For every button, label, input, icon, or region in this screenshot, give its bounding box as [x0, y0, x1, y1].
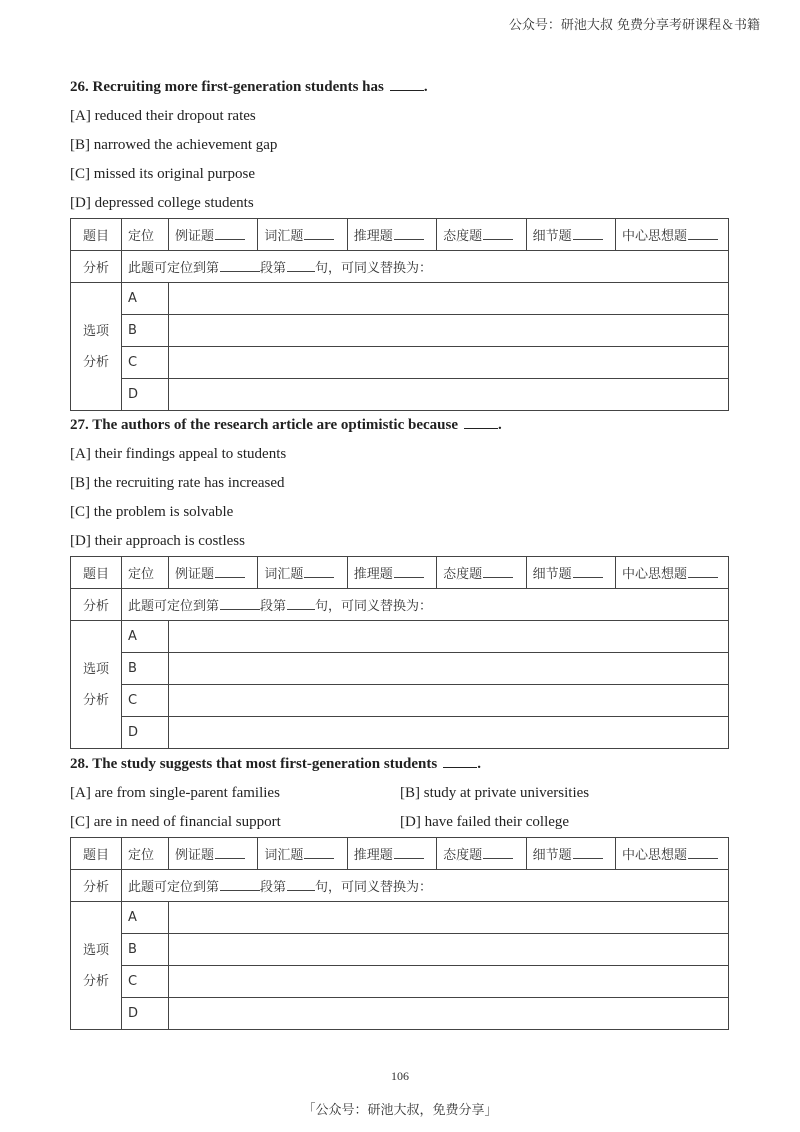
analysis-table [70, 837, 729, 1030]
option-row [71, 653, 729, 685]
option-row-1 [70, 779, 730, 808]
locate-text-cell: 此题可定位到第 段第 句，可同义替换为： [122, 870, 729, 902]
option-letter: C [122, 347, 169, 379]
option-row [71, 966, 729, 998]
option-d: [D] depressed college students [70, 195, 254, 211]
option-c: [C] the problem is solvable [70, 504, 234, 520]
type-cell: 细节题 [526, 557, 615, 589]
type-cell: 词汇题 [258, 219, 347, 251]
type-cell: 例证题 [169, 557, 258, 589]
answer-blank [464, 413, 498, 429]
option-row [71, 998, 729, 1030]
option-c: [C] are in need of financial support [70, 814, 281, 830]
option-row [71, 717, 729, 749]
option-row [71, 934, 729, 966]
answer-area[interactable] [169, 717, 729, 749]
type-cell: 词汇题 [258, 557, 347, 589]
type-cell: 态度题 [437, 557, 526, 589]
page-header: 公众号：研池大叔 免费分享考研课程＆书籍 [508, 18, 760, 33]
type-cell: 推理题 [347, 838, 436, 870]
label-cell: 题目 [71, 557, 122, 589]
answer-area[interactable] [169, 315, 729, 347]
locate-text-cell: 此题可定位到第 段第 句，可同义替换为： [122, 251, 729, 283]
page-footer: 「公众号：研池大叔，免费分享」 [302, 1103, 498, 1118]
option-letter: D [122, 998, 169, 1030]
type-row [71, 219, 729, 251]
locate-text-cell: 此题可定位到第 段第 句，可同义替换为： [122, 589, 729, 621]
type-row [71, 838, 729, 870]
option-letter: B [122, 934, 169, 966]
option-analysis-label: 选项 分析 [71, 902, 122, 1030]
type-row [71, 557, 729, 589]
option-row [71, 902, 729, 934]
answer-area[interactable] [169, 653, 729, 685]
answer-area[interactable] [169, 998, 729, 1030]
option-analysis-label: 选项 分析 [71, 283, 122, 411]
question-28 [70, 749, 730, 1030]
option-a: [A] reduced their dropout rates [70, 108, 256, 124]
type-cell: 细节题 [526, 219, 615, 251]
option-row [71, 283, 729, 315]
option-letter: B [122, 653, 169, 685]
option-letter: D [122, 379, 169, 411]
type-cell: 态度题 [437, 838, 526, 870]
answer-area[interactable] [169, 379, 729, 411]
label-cell: 题目 [71, 219, 122, 251]
label-cell: 分析 [71, 251, 122, 283]
type-cell: 中心思想题 [616, 838, 729, 870]
option-row [71, 621, 729, 653]
option-row [71, 315, 729, 347]
option-letter: C [122, 685, 169, 717]
locate-row [71, 251, 729, 283]
label-cell: 分析 [71, 870, 122, 902]
locate-row [71, 870, 729, 902]
option-b: [B] the recruiting rate has increased [70, 475, 285, 491]
option-d: [D] their approach is costless [70, 533, 245, 549]
option-letter: D [122, 717, 169, 749]
option-a: [A] are from single-parent families [70, 785, 280, 801]
option-letter: B [122, 315, 169, 347]
option-c: [C] missed its original purpose [70, 166, 255, 182]
type-cell: 例证题 [169, 219, 258, 251]
answer-area[interactable] [169, 934, 729, 966]
option-b: [B] study at private universities [400, 785, 590, 801]
answer-blank [443, 752, 477, 768]
analysis-table [70, 556, 729, 749]
question-title: 28. The study suggests that most first-generation students . [70, 749, 730, 779]
label-cell: 题目 [71, 838, 122, 870]
option-row [71, 347, 729, 379]
locate-row [71, 589, 729, 621]
type-cell: 推理题 [347, 557, 436, 589]
answer-area[interactable] [169, 902, 729, 934]
option-row-2 [70, 808, 730, 837]
option-analysis-label: 选项 分析 [71, 621, 122, 749]
option-row [71, 685, 729, 717]
answer-area[interactable] [169, 347, 729, 379]
answer-area[interactable] [169, 685, 729, 717]
option-a: [A] their findings appeal to students [70, 446, 287, 462]
type-cell: 细节题 [526, 838, 615, 870]
option-letter: A [122, 283, 169, 315]
option-letter: A [122, 902, 169, 934]
type-cell: 推理题 [347, 219, 436, 251]
answer-area[interactable] [169, 283, 729, 315]
question-26 [70, 72, 730, 411]
locate-cell: 定位 [122, 219, 169, 251]
locate-cell: 定位 [122, 838, 169, 870]
question-title: 26. Recruiting more first-generation students has . [70, 72, 730, 102]
analysis-table [70, 218, 729, 411]
page-number: 106 [391, 1069, 409, 1083]
locate-cell: 定位 [122, 557, 169, 589]
type-cell: 中心思想题 [616, 219, 729, 251]
type-cell: 态度题 [437, 219, 526, 251]
option-letter: A [122, 621, 169, 653]
type-cell: 词汇题 [258, 838, 347, 870]
question-title: 27. The authors of the research article are optimistic because . [70, 410, 730, 440]
option-letter: C [122, 966, 169, 998]
option-d: [D] have failed their college [400, 814, 570, 830]
answer-blank [390, 75, 424, 91]
type-cell: 中心思想题 [616, 557, 729, 589]
answer-area[interactable] [169, 621, 729, 653]
label-cell: 分析 [71, 589, 122, 621]
question-27 [70, 410, 730, 749]
option-row [71, 379, 729, 411]
option-b: [B] narrowed the achievement gap [70, 137, 278, 153]
type-cell: 例证题 [169, 838, 258, 870]
answer-area[interactable] [169, 966, 729, 998]
